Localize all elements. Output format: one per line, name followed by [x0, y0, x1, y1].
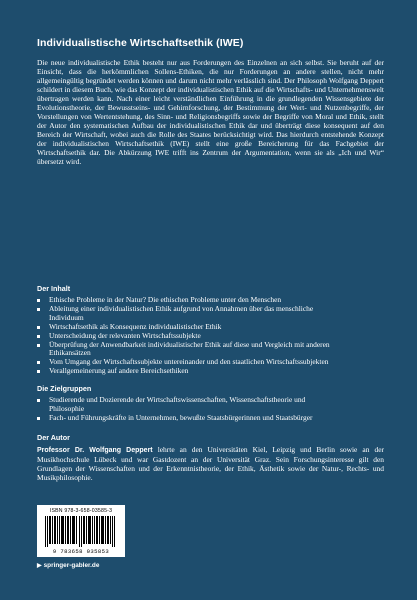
author-bio-text: lehrte an den Universitäten Kiel, Leipzig und Berlin sowie an der Musikhochschule Lübeck und war Gastdozent an der Universität Graz. Sein Forschungsinteresse gilt den Grundlagen der Wissenschaften und der Erkenntnistheorie, der Ethik, Ästhetik sowie der Natur-, Rechts- und Musikphilosophie.: [37, 445, 384, 482]
list-item: Verallgemeinerung auf andere Bereichsethiken: [37, 367, 337, 376]
list-item: Ethische Probleme in der Natur? Die ethischen Probleme unter den Menschen: [37, 296, 337, 305]
contents-list: [37, 296, 337, 376]
list-item: Ableitung einer individualistischen Ethik aufgrund von Annahmen über das menschliche Individuum: [37, 305, 337, 323]
author-name: Professor Dr. Wolfgang Deppert: [37, 447, 153, 454]
back-cover: [37, 0, 385, 600]
audience-heading: Die Zielgruppen: [37, 384, 92, 393]
list-item: Vom Umgang der Wirtschaftssubjekte untereinander und den staatlichen Wirtschaftssubjekten: [37, 358, 337, 367]
author-heading: Der Autor: [37, 433, 70, 442]
barcode: [37, 505, 125, 557]
list-item: Überprüfung der Anwendbarkeit individualistischer Ethik auf diese und Vergleich mit anderen Ethikansätzen: [37, 341, 337, 359]
page-title: Individualistische Wirtschaftsethik (IWE): [37, 37, 244, 49]
author-bio: [37, 445, 384, 482]
list-item: Studierende und Dozierende der Wirtschaftswissenschaften, Wissenschaftstheorie und Philosophie: [37, 396, 337, 414]
barcode-bars: [45, 516, 117, 547]
list-item: Fach- und Führungskräfte in Unternehmen, bewußte Staatsbürgerinnen und Staatsbürger: [37, 414, 337, 423]
list-item: Unterscheidung der relevanten Wirtschaftssubjekte: [37, 332, 337, 341]
intro-paragraph: Die neue individualistische Ethik besteht nur aus Forderungen des Einzelnen an sich selbst. Sie beruht auf der Einsicht, dass die herkömmlichen Sollens-Ethiken, die nur Forderungen an andere stellen, nicht mehr allgemeingültig begründet werden können und darum nicht mehr verlässlich sind. Der Philosoph Wolfgang Deppert schildert in diesem Buch, wie das Konzept der individualistischen Ethik auf die Wirtschafts- und Unternehmenswelt übertragen werden kann. Nach einer leicht verständlichen Einführung in die grundlegenden Wissensgebiete der Evolutionstheorie, der Bewusstseins- und Gehirnforschung, der Bestimmung der Wert- und Nutzenbegriffe, der Vorstellungen von Wertentstehung, des Sinn- und Religionsbegriffs sowie der Begriffe von Moral und Ethik, stellt der Autor den systematischen Aufbau der individualistischen Ethik dar und überträgt diese konsequent auf den Bereich der Wirtschaft, wobei auch die Rolle des Staates berücksichtigt wird. Das hierdurch entstehende Konzept der individualistischen Wirtschaftsethik (IWE) stellt eine große Bereicherung für das Fachgebiet der Wirtschaftsethik dar. Die Abkürzung IWE trifft ins Zentrum der Argumentation, wenn sie als „Ich und Wir“ übersetzt wird.: [37, 58, 384, 166]
website-label: springer-gabler.de: [43, 562, 100, 569]
publisher-website[interactable]: [37, 562, 99, 569]
barcode-digits: 9 783658 035853: [52, 548, 110, 555]
contents-heading: Der Inhalt: [37, 284, 71, 293]
arrow-icon: ▶: [37, 563, 42, 569]
list-item: Wirtschaftsethik als Konsequenz individualistischer Ethik: [37, 323, 337, 332]
audience-list: [37, 396, 337, 423]
isbn-text: ISBN 978-3-658-03585-3: [49, 508, 113, 514]
